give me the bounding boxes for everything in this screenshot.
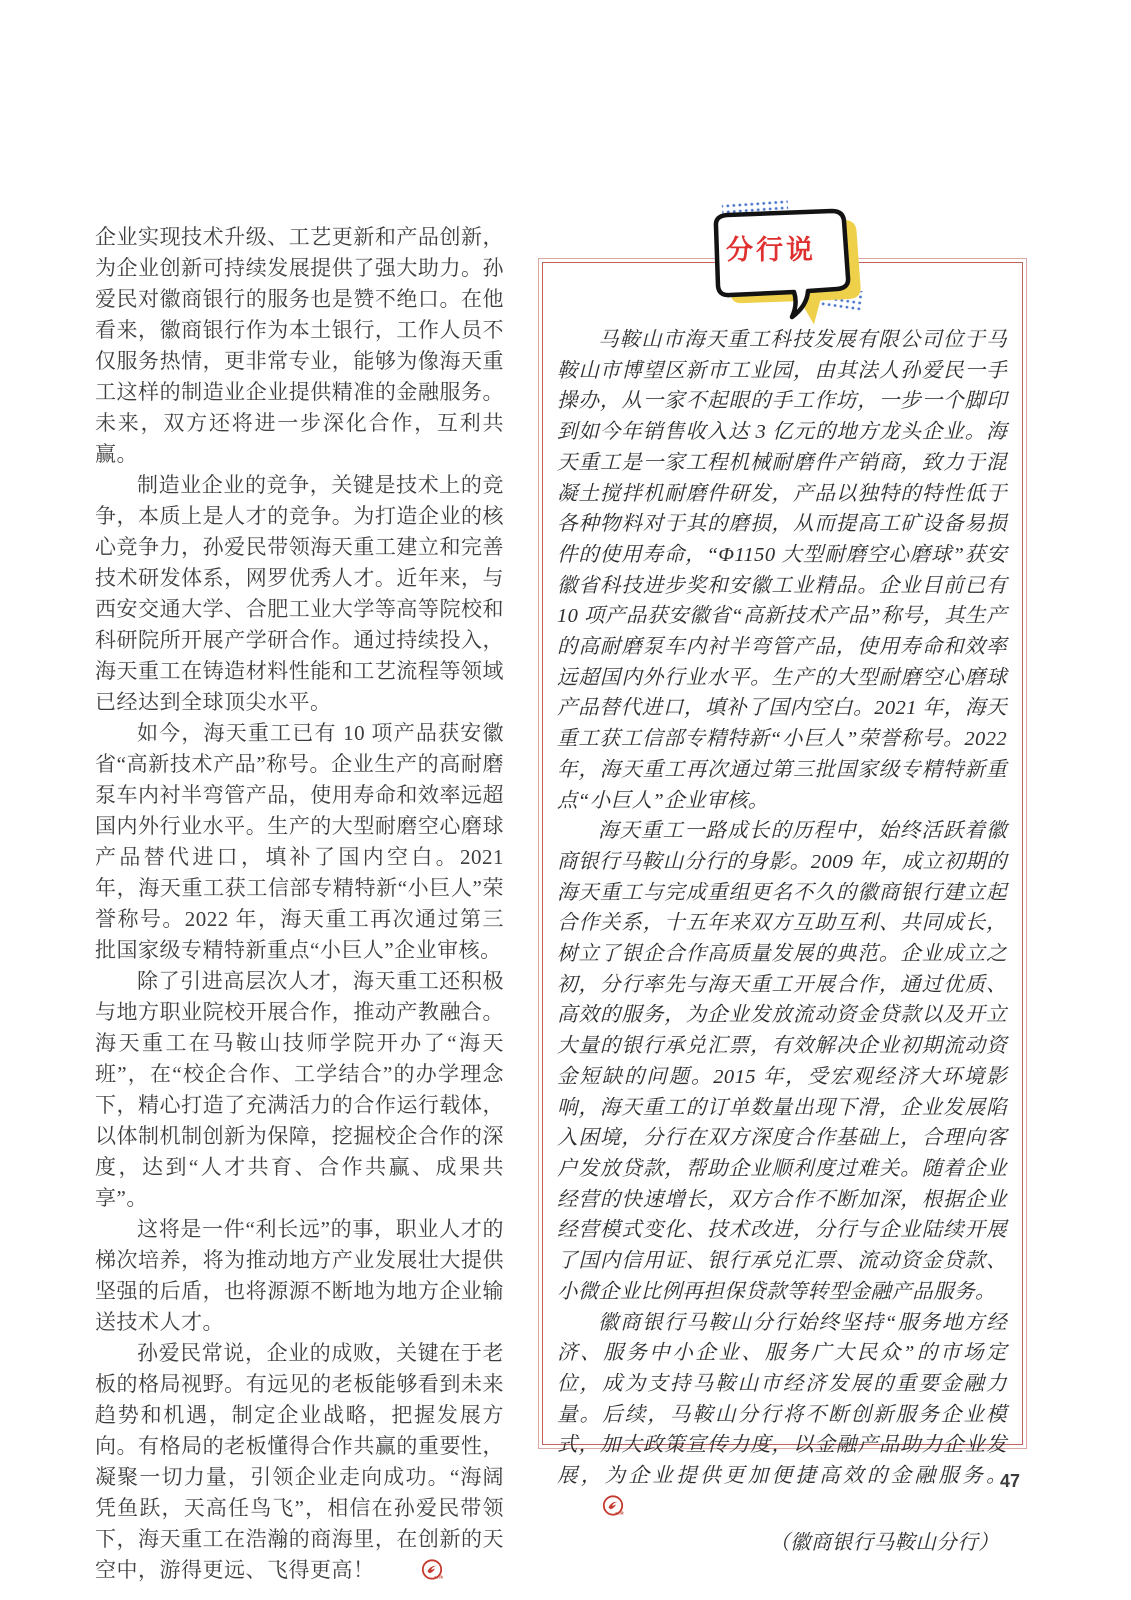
article-paragraph: 除了引进高层次人才，海天重工还积极与地方职业院校开展合作，推动产教融合。海天重工在马鞍山技师学院开办了“海天班”，在“校企合作、工学结合”的办学理念下，精心打造了充满活力的合作运行载体，以体制机制创新为保障，挖掘校企合作的深度，达到“人才共育、合作共赢、成果共享”。	[95, 969, 504, 1210]
branch-story-text	[557, 325, 1007, 1559]
article-paragraph: 制造业企业的竞争，关键是技术上的竞争，本质上是人才的竞争。为打造企业的核心竞争力，孙爱民带领海天重工建立和完善技术研发体系，网罗优秀人才。近年来，与西安交通大学、合肥工业大学等高等院校和科研院所开展产学研合作。通过持续投入，海天重工在铸造材料性能和工艺流程等领域已经达到全球顶尖水平。	[95, 473, 504, 714]
attribution-line: （徽商银行马鞍山分行）	[769, 1532, 999, 1555]
article-paragraph-text: 孙爱民常说，企业的成败，关键在于老板的格局视野。有远见的老板能够看到未来趋势和机遇，制定企业战略，把握发展方向。有格局的老板懂得合作共赢的重要性，凝聚一切力量，引领企业走向成功。“海阔凭鱼跃，天高任鸟飞”，相信在孙爱民带领下，海天重工在浩瀚的商海里，在创新的天空中，游得更远、飞得更高！	[95, 1341, 504, 1582]
bank-logo-end-mark-icon	[561, 1495, 625, 1527]
article-paragraph: 如今，海天重工已有 10 项产品获安徽省“高新技术产品”称号。企业生产的高耐磨泵车内衬半弯管产品，使用寿命和效率远超国内外行业水平。生产的大型耐磨空心磨球产品替代进口，填补了国内空白。2021 年，海天重工获工信部专精特新“小巨人”荣誉称号。2022 年，海天重工再次通过第三批国家级专精特新重点“小巨人”企业审核。	[95, 721, 504, 962]
branch-paragraph	[557, 1308, 1007, 1527]
article-paragraph: 企业实现技术升级、工艺更新和产品创新，为企业创新可持续发展提供了强大助力。孙爱民对徽商银行的服务也是赞不绝口。在他看来，徽商银行作为本土银行，工作人员不仅服务热情，更非常专业，能够为像海天重工这样的制造业企业提供精准的金融服务。未来，双方还将进一步深化合作，互利共赢。	[95, 225, 504, 466]
branch-says-bubble	[696, 196, 876, 336]
bank-logo-end-mark-icon	[379, 1559, 444, 1590]
bubble-title: 分行说	[726, 235, 816, 265]
branch-paragraph-text: 徽商银行马鞍山分行始终坚持“服务地方经济、服务中小企业、服务广大民众”的市场定位，成为支持马鞍山市经济发展的重要金融力量。后续，马鞍山分行将不断创新服务企业模式，加大政策宣传力度，以金融产品助力企业发展，为企业提供更加便捷高效的金融服务。	[557, 1311, 1007, 1488]
article-paragraph: 这将是一件“利长远”的事，职业人才的梯次培养，将为推动地方产业发展壮大提供坚强的后盾，也将源源不断地为地方企业输送技术人才。	[95, 1217, 504, 1334]
article-paragraph	[95, 1338, 504, 1590]
bank-logo-text: ank	[615, 1510, 625, 1516]
branch-paragraph: 马鞍山市海天重工科技发展有限公司位于马鞍山市博望区新市工业园，由其法人孙爱民一手操办，从一家不起眼的手工作坊，一步一个脚印到如今年销售收入达 3 亿元的地方龙头企业。海天重工是一家工程机械耐磨件产销商，致力于混凝土搅拌机耐磨件研发，产品以独特的特性低于各种物料对于其的磨损，从而提高工矿设备易损件的使用寿命，“Φ1150 大型耐磨空心磨球”获安徽省科技进步奖和安徽工业精品。企业目前已有 10 项产品获安徽省“高新技术产品”称号，其生产的高耐磨泵车内衬半弯管产品，使用寿命和效率远超国内外行业水平。生产的大型耐磨空心磨球产品替代进口，填补了国内空白。2021 年，海天重工获工信部专精特新“小巨人”荣誉称号。2022 年，海天重工再次通过第三批国家级专精特新重点“小巨人”企业审核。	[557, 329, 1007, 812]
left-article-column	[95, 222, 504, 1590]
branch-paragraph: 海天重工一路成长的历程中，始终活跃着徽商银行马鞍山分行的身影。2009 年，成立初期的海天重工与完成重组更名不久的徽商银行建立起合作关系，十五年来双方互助互利、共同成长，树立了银企合作高质量发展的典范。企业成立之初，分行率先与海天重工开展合作，通过优质、高效的服务，为企业发放流动资金贷款以及开立大量的银行承兑汇票，有效解决企业初期流动资金短缺的问题。2015 年，受宏观经济大环境影响，海天重工的订单数量出现下滑，企业发展陷入困境，分行在双方深度合作基础上，合理向客户发放贷款，帮助企业顺利度过难关。随着企业经营的快速增长，双方合作不断加深，根据企业经营模式变化、技术改进，分行与企业陆续开展了国内信用证、银行承兑汇票、流动资金贷款、小微企业比例再担保贷款等转型金融产品服务。	[557, 820, 1007, 1303]
page-number: 47	[1000, 1471, 1021, 1491]
bank-logo-text: ank	[433, 1574, 443, 1580]
